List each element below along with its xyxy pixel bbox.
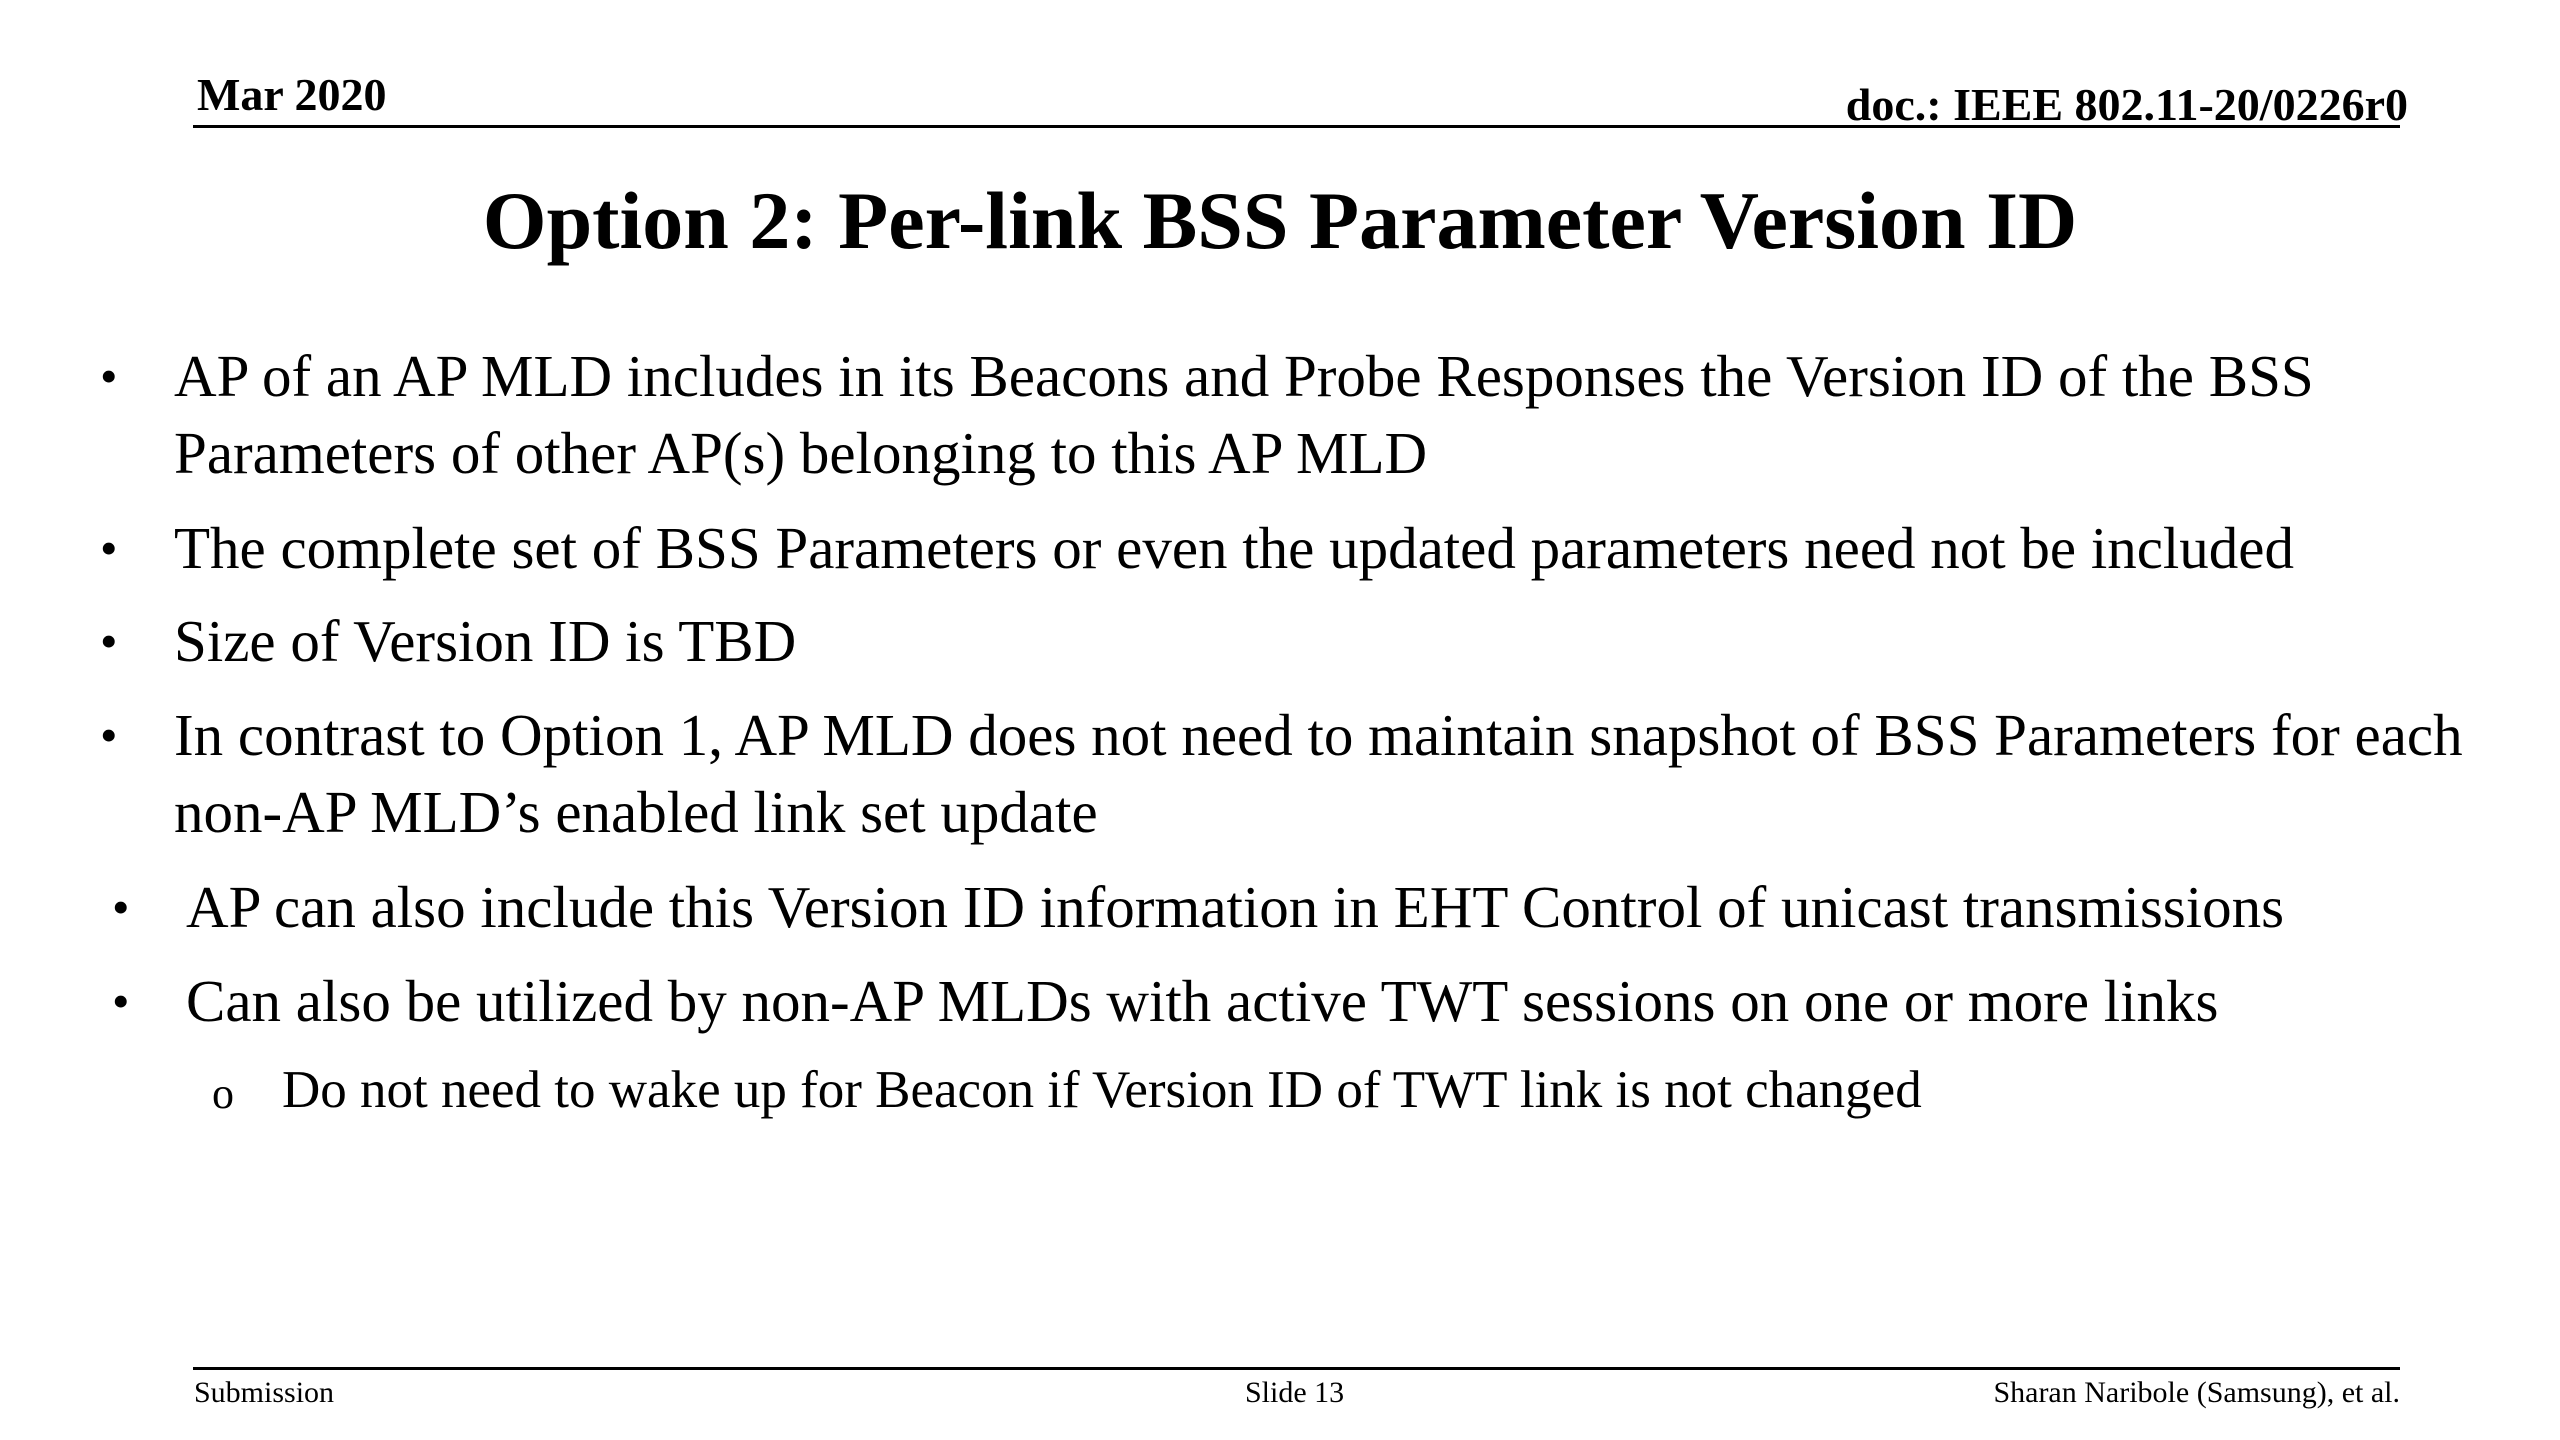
header-date: Mar 2020: [197, 69, 387, 120]
slide-title: Option 2: Per-link BSS Parameter Version ID: [482, 175, 2078, 266]
sub-bullet-text: Do not need to wake up for Beacon if Version ID of TWT link is not changed: [282, 1061, 1922, 1119]
bullet-marker: •: [100, 613, 118, 669]
bullet-item: [112, 963, 2552, 1040]
bullet-marker: •: [112, 879, 130, 935]
bullet-text: AP of an AP MLD includes in its Beacons and Probe Responses the Version ID of the BSS Parameters of other AP(s) belonging to this AP MLD: [174, 343, 2314, 486]
bullet-item: [100, 510, 2560, 587]
bullet-marker: •: [100, 707, 118, 763]
bullet-text: Size of Version ID is TBD: [174, 608, 797, 674]
bullet-marker: •: [100, 520, 118, 576]
footer-author: Sharan Naribole (Samsung), et al.: [1993, 1376, 2400, 1409]
bullet-marker: •: [112, 973, 130, 1029]
sub-bullet-marker: o: [212, 1069, 234, 1118]
bullet-item: [100, 338, 2500, 492]
bullet-text: The complete set of BSS Parameters or even the updated parameters need not be included: [174, 515, 2294, 581]
bullet-text: AP can also include this Version ID information in EHT Control of unicast transmissions: [186, 874, 2285, 940]
sub-bullet-item: [212, 1055, 2512, 1125]
footer-divider: [193, 1367, 2400, 1370]
footer-slide-number: Slide 13: [1245, 1376, 1345, 1409]
bullet-item: [100, 603, 2500, 680]
header-doc-id: doc.: IEEE 802.11-20/0226r0: [1845, 79, 2408, 130]
header-divider: [193, 125, 2400, 128]
footer-submission: Submission: [194, 1376, 335, 1409]
bullet-text: Can also be utilized by non-AP MLDs with active TWT sessions on one or more links: [186, 968, 2219, 1034]
bullet-text: In contrast to Option 1, AP MLD does not need to maintain snapshot of BSS Parameters for each non-AP MLD’s enabled link set update: [174, 702, 2463, 845]
bullet-marker: •: [100, 348, 118, 404]
bullet-item: [112, 869, 2552, 946]
bullet-item: [100, 697, 2520, 851]
